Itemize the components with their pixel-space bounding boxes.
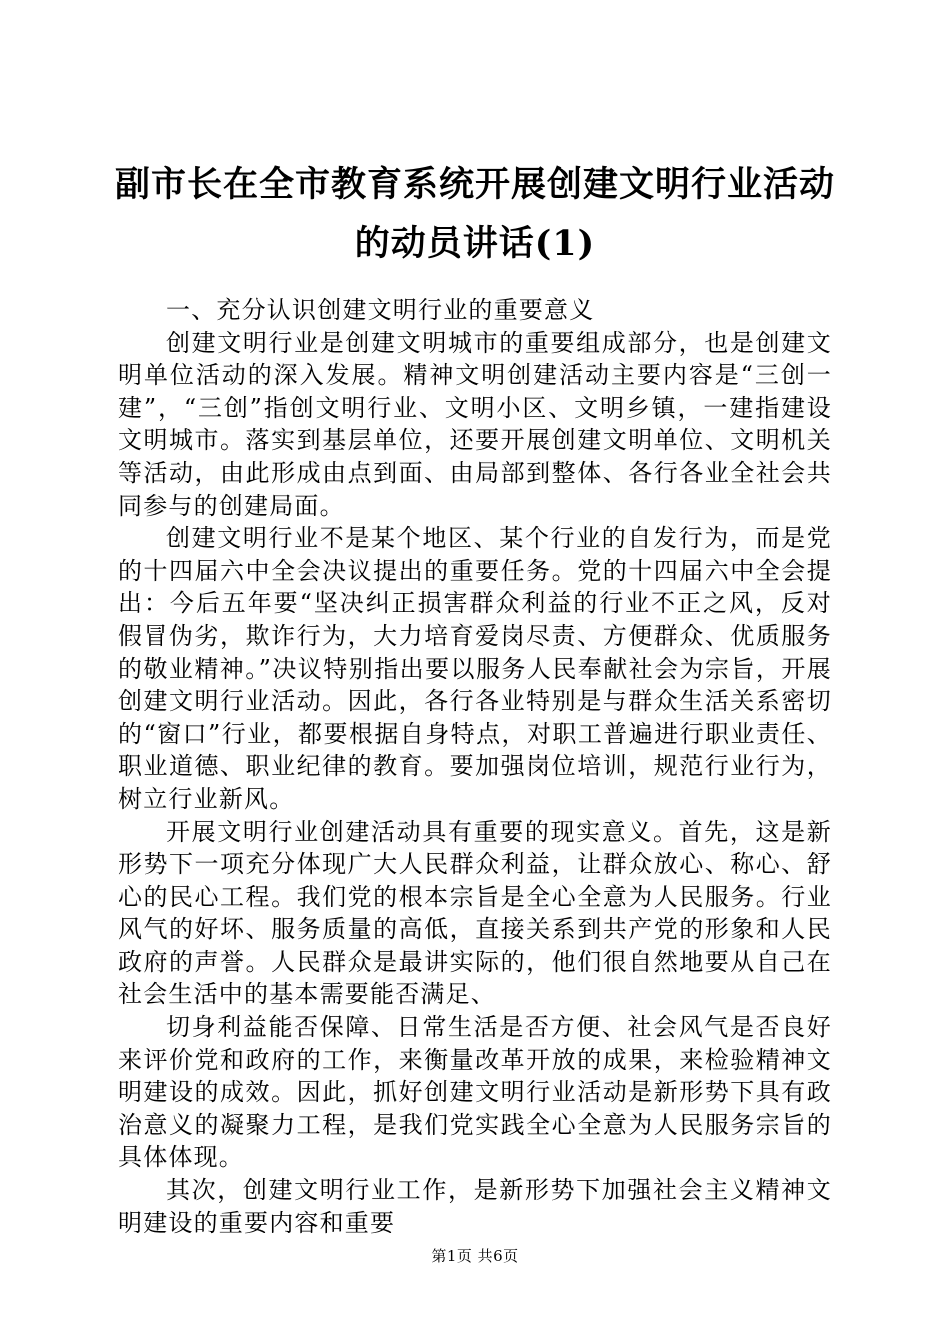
page-footer: 第1页 共6页 xyxy=(431,1247,519,1265)
section-heading: 一、充分认识创建文明行业的重要意义 xyxy=(166,296,595,324)
document-body xyxy=(118,294,832,1239)
body-paragraph: 其次，创建文明行业工作，是新形势下加强社会主义精神文明建设的重要内容和重要 xyxy=(118,1176,832,1237)
body-paragraph: 创建文明行业是创建文明城市的重要组成部分，也是创建文明单位活动的深入发展。精神文明创建活动主要内容是“三创一建”，“三创”指创文明行业、文明小区、文明乡镇，一建指建设文明城市。落实到基层单位，还要开展创建文明单位、文明机关等活动，由此形成由点到面、由局部到整体、各行各业全社会共同参与的创建局面。 xyxy=(118,328,832,520)
document-title-line-1: 副市长在全市教育系统开展创建文明行业活动 xyxy=(114,164,835,205)
body-paragraph: 切身利益能否保障、日常生活是否方便、社会风气是否良好来评价党和政府的工作，来衡量改革开放的成果，来检验精神文明建设的成效。因此，抓好创建文明行业活动是新形势下具有政治意义的凝聚力工程，是我们党实践全心全意为人民服务宗旨的具体体现。 xyxy=(118,1013,832,1172)
document-title-line-2: 的动员讲话(1) xyxy=(354,223,596,264)
body-paragraph: 创建文明行业不是某个地区、某个行业的自发行为，而是党的十四届六中全会决议提出的重要任务。党的十四届六中全会提出：今后五年要“坚决纠正损害群众利益的行业不正之风，反对假冒伪劣，欺诈行为，大力培育爱岗尽责、方便群众、优质服务的敬业精神。”决议特别指出要以服务人民奉献社会为宗旨，开展创建文明行业活动。因此，各行各业特别是与群众生活关系密切的“窗口”行业，都要根据自身特点，对职工普遍进行职业责任、职业道德、职业纪律的教育。要加强岗位培训，规范行业行为，树立行业新风。 xyxy=(118,524,832,813)
body-paragraph: 开展文明行业创建活动具有重要的现实意义。首先，这是新形势下一项充分体现广大人民群众利益，让群众放心、称心、舒心的民心工程。我们党的根本宗旨是全心全意为人民服务。行业风气的好坏、服务质量的高低，直接关系到共产党的形象和人民政府的声誉。人民群众是最讲实际的，他们很自然地要从自己在社会生活中的基本需要能否满足、 xyxy=(118,817,832,1009)
